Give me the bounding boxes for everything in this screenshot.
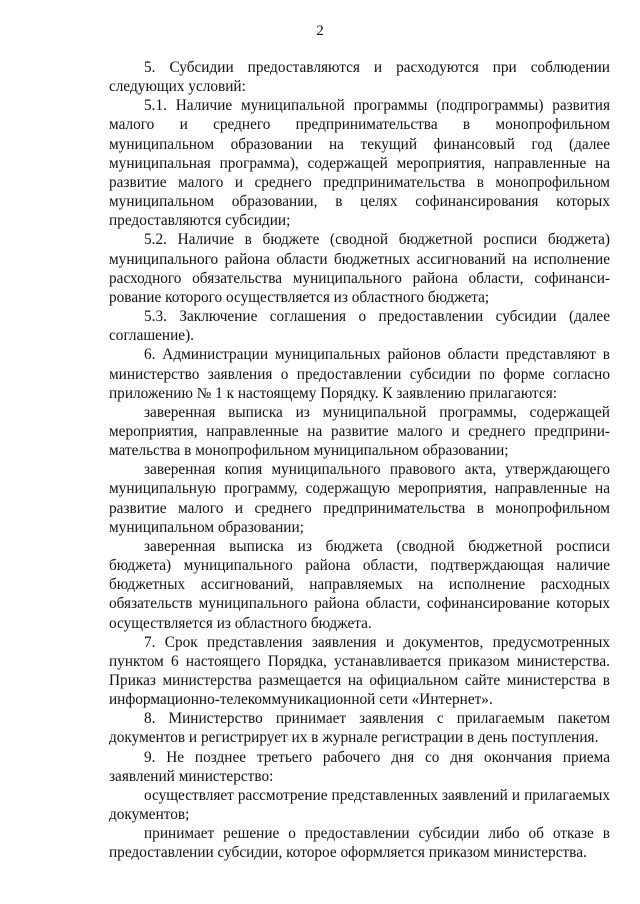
- paragraph-6-item-2: заверенная копия муниципального правового акта, утверждающего муниципальную программу, содержащую мероприятия, направленные на развитие малого и среднего предпринимательства в монопрофильном муниципальном образовании;: [109, 461, 610, 536]
- paragraph-6-item-3: заверенная выписка из бюджета (сводной бюджетной росписи бюджета) муниципального района области, подтверждающая наличие бюджетных ассигнований, направляемых на исполнение расходных обязательств муниципального района области, софинансирование которых осуществляется из областного бюджета.: [109, 537, 610, 632]
- paragraph-5-2: 5.2. Наличие в бюджете (сводной бюджетной росписи бюджета) муниципального района области бюджетных ассигнований на исполнение расходного обязательства муниципального района области, софинансирование которого осуществляется из областного бюджета;: [109, 231, 610, 306]
- page-number: 2: [316, 23, 324, 39]
- paragraph-8: 8. Министерство принимает заявления с прилагаемым пакетом документов и регистрирует их в журнале регистрации в день поступления.: [109, 710, 610, 747]
- paragraph-9-item-1: осуществляет рассмотрение представленных заявлений и прилагаемых документов;: [109, 786, 610, 824]
- paragraph-6: 6. Администрации муниципальных районов области представляют в министерство заявления о предоставлении субсидии по форме согласно приложению № 1 к настоящему Порядку. К заявлению прилагаются:: [109, 346, 610, 402]
- paragraph-5-1: 5.1. Наличие муниципальной программы (подпрограммы) развития малого и среднего предпринимательства в монопрофильном муниципальном образовании на текущий финансовый год (далее муниципальная программа), содержащей мероприятия, направленные на развитие малого и среднего предпринимательства в монопрофильном муниципальном образовании, в целях софинансирования которых предоставляются субсидии;: [109, 97, 610, 230]
- document-body: [109, 58, 610, 863]
- paragraph-7: 7. Срок представления заявления и документов, предусмотренных пунктом 6 настоящего Порядка, устанавливается приказом министерства. Приказ министерства размещается на официальном сайте министерства в информационно-телекоммуникационной сети «Интернет».: [109, 633, 610, 709]
- paragraph-5-3: 5.3. Заключение соглашения о предоставлении субсидии (далее соглашение).: [109, 308, 610, 345]
- paragraph-9: 9. Не позднее третьего рабочего дня со дня окончания приема заявлений министерство:: [109, 748, 610, 785]
- paragraph-9-item-2: принимает решение о предоставлении субсидии либо об отказе в предоставлении субсидии, которое оформляется приказом министерства.: [109, 825, 610, 862]
- paragraph-6-item-1: заверенная выписка из муниципальной программы, содержащей мероприятия, направленные на развитие малого и среднего предпринимательства в монопрофильном муниципальном образовании;: [109, 403, 610, 460]
- paragraph-5: 5. Субсидии предоставляются и расходуются при соблюдении следующих условий:: [109, 59, 610, 96]
